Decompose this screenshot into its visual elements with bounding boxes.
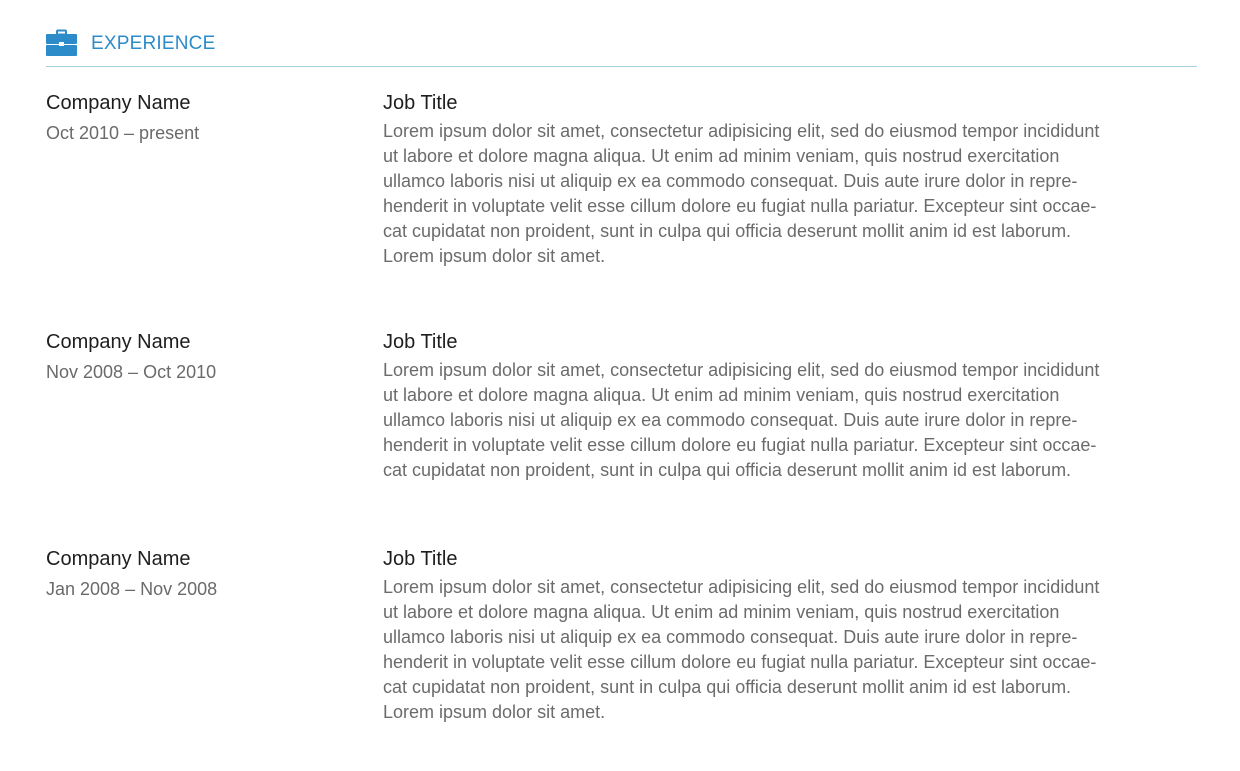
job-description: [383, 119, 1197, 269]
company-name: Company Name: [46, 331, 191, 353]
entry-meta: [46, 330, 366, 383]
description-line: ullamco laboris nisi ut aliquip ex ea commodo consequat. Duis aute irure dolor in repre-: [383, 171, 1078, 191]
description-line: ullamco laboris nisi ut aliquip ex ea commodo consequat. Duis aute irure dolor in repre-: [383, 410, 1078, 430]
company-name: Company Name: [46, 92, 191, 114]
entry-meta: [46, 91, 366, 144]
description-line: ut labore et dolore magna aliqua. Ut enim ad minim veniam, quis nostrud exercitation: [383, 602, 1060, 622]
employment-dates: Oct 2010 – present: [46, 123, 200, 143]
job-title: Job Title: [383, 92, 458, 114]
employment-dates: Nov 2008 – Oct 2010: [46, 362, 217, 382]
description-line: henderit in voluptate velit esse cillum dolore eu fugiat nulla pariatur. Excepteur sint occae-: [383, 435, 1097, 455]
job-title: Job Title: [383, 331, 458, 353]
job-description: [383, 575, 1197, 725]
description-line: Lorem ipsum dolor sit amet.: [383, 246, 606, 266]
description-line: Lorem ipsum dolor sit amet, consectetur adipisicing elit, sed do eiusmod tempor incididunt: [383, 577, 1100, 597]
entry-details: [383, 330, 1203, 483]
description-line: henderit in voluptate velit esse cillum dolore eu fugiat nulla pariatur. Excepteur sint occae-: [383, 196, 1097, 216]
description-line: cat cupidatat non proident, sunt in culpa qui officia deserunt mollit anim id est laborum.: [383, 221, 1072, 241]
description-line: ut labore et dolore magna aliqua. Ut enim ad minim veniam, quis nostrud exercitation: [383, 385, 1060, 405]
briefcase-icon: [46, 29, 77, 56]
description-line: henderit in voluptate velit esse cillum dolore eu fugiat nulla pariatur. Excepteur sint occae-: [383, 652, 1097, 672]
description-line: ullamco laboris nisi ut aliquip ex ea commodo consequat. Duis aute irure dolor in repre-: [383, 627, 1078, 647]
description-line: cat cupidatat non proident, sunt in culpa qui officia deserunt mollit anim id est laborum.: [383, 677, 1072, 697]
entry-meta: [46, 547, 366, 600]
section-title: EXPERIENCE: [91, 33, 216, 54]
job-title: Job Title: [383, 548, 458, 570]
entry-details: [383, 547, 1203, 725]
description-line: Lorem ipsum dolor sit amet, consectetur adipisicing elit, sed do eiusmod tempor incididunt: [383, 121, 1100, 141]
description-line: cat cupidatat non proident, sunt in culpa qui officia deserunt mollit anim id est laborum.: [383, 460, 1072, 480]
company-name: Company Name: [46, 548, 191, 570]
description-line: ut labore et dolore magna aliqua. Ut enim ad minim veniam, quis nostrud exercitation: [383, 146, 1060, 166]
description-line: Lorem ipsum dolor sit amet.: [383, 702, 606, 722]
section-header: [46, 28, 1197, 67]
entry-details: [383, 91, 1203, 269]
employment-dates: Jan 2008 – Nov 2008: [46, 579, 218, 599]
job-description: [383, 358, 1197, 483]
description-line: Lorem ipsum dolor sit amet, consectetur adipisicing elit, sed do eiusmod tempor incididunt: [383, 360, 1100, 380]
